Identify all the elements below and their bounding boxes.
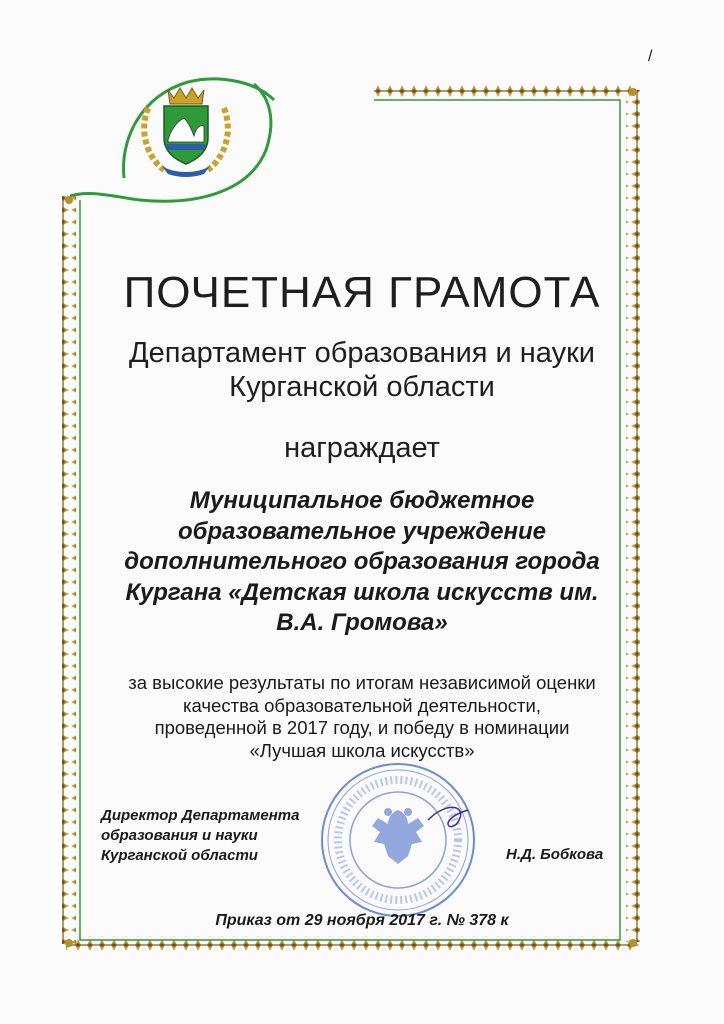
award-reason xyxy=(40,672,684,762)
handwritten-number-mark: / xyxy=(648,48,653,65)
reason-line: проведенной в 2017 году, и победу в номинации xyxy=(154,717,570,738)
certificate-title: ПОЧЕТНАЯ ГРАМОТА xyxy=(123,268,601,317)
official-round-stamp-icon xyxy=(318,760,478,920)
reason-line: за высокие результаты по итогам независимой оценки xyxy=(128,672,596,693)
department-line: Департамент образования и науки xyxy=(128,337,595,369)
recipient-line: Муниципальное бюджетное xyxy=(189,487,535,514)
kurgan-oblast-coat-of-arms-icon xyxy=(134,78,238,182)
signer-line: Курганской области xyxy=(101,847,258,864)
department-line: Курганской области xyxy=(229,371,495,403)
signer-title xyxy=(101,806,299,866)
issuing-department xyxy=(0,336,724,404)
awards-verb: награждает xyxy=(284,432,440,464)
reason-line: «Лучшая школа искусств» xyxy=(249,739,475,761)
recipient-line: дополнительного образования города xyxy=(124,548,600,575)
recipient-line: Кургана «Детская школа искусств им. xyxy=(125,578,599,606)
recipient-line: образовательное учреждение xyxy=(177,517,547,545)
signer-line: Директор Департамента xyxy=(101,807,300,824)
reason-line: качества образовательной деятельности, xyxy=(183,694,541,716)
order-reference: Приказ от 29 ноября 2017 г. № 378 к xyxy=(215,912,509,929)
recipient-name xyxy=(60,486,664,639)
recipient-line: В.А. Громова» xyxy=(276,609,448,636)
signer-line: образования и науки xyxy=(101,827,258,844)
signer-name: Н.Д. Бобкова xyxy=(506,846,604,863)
